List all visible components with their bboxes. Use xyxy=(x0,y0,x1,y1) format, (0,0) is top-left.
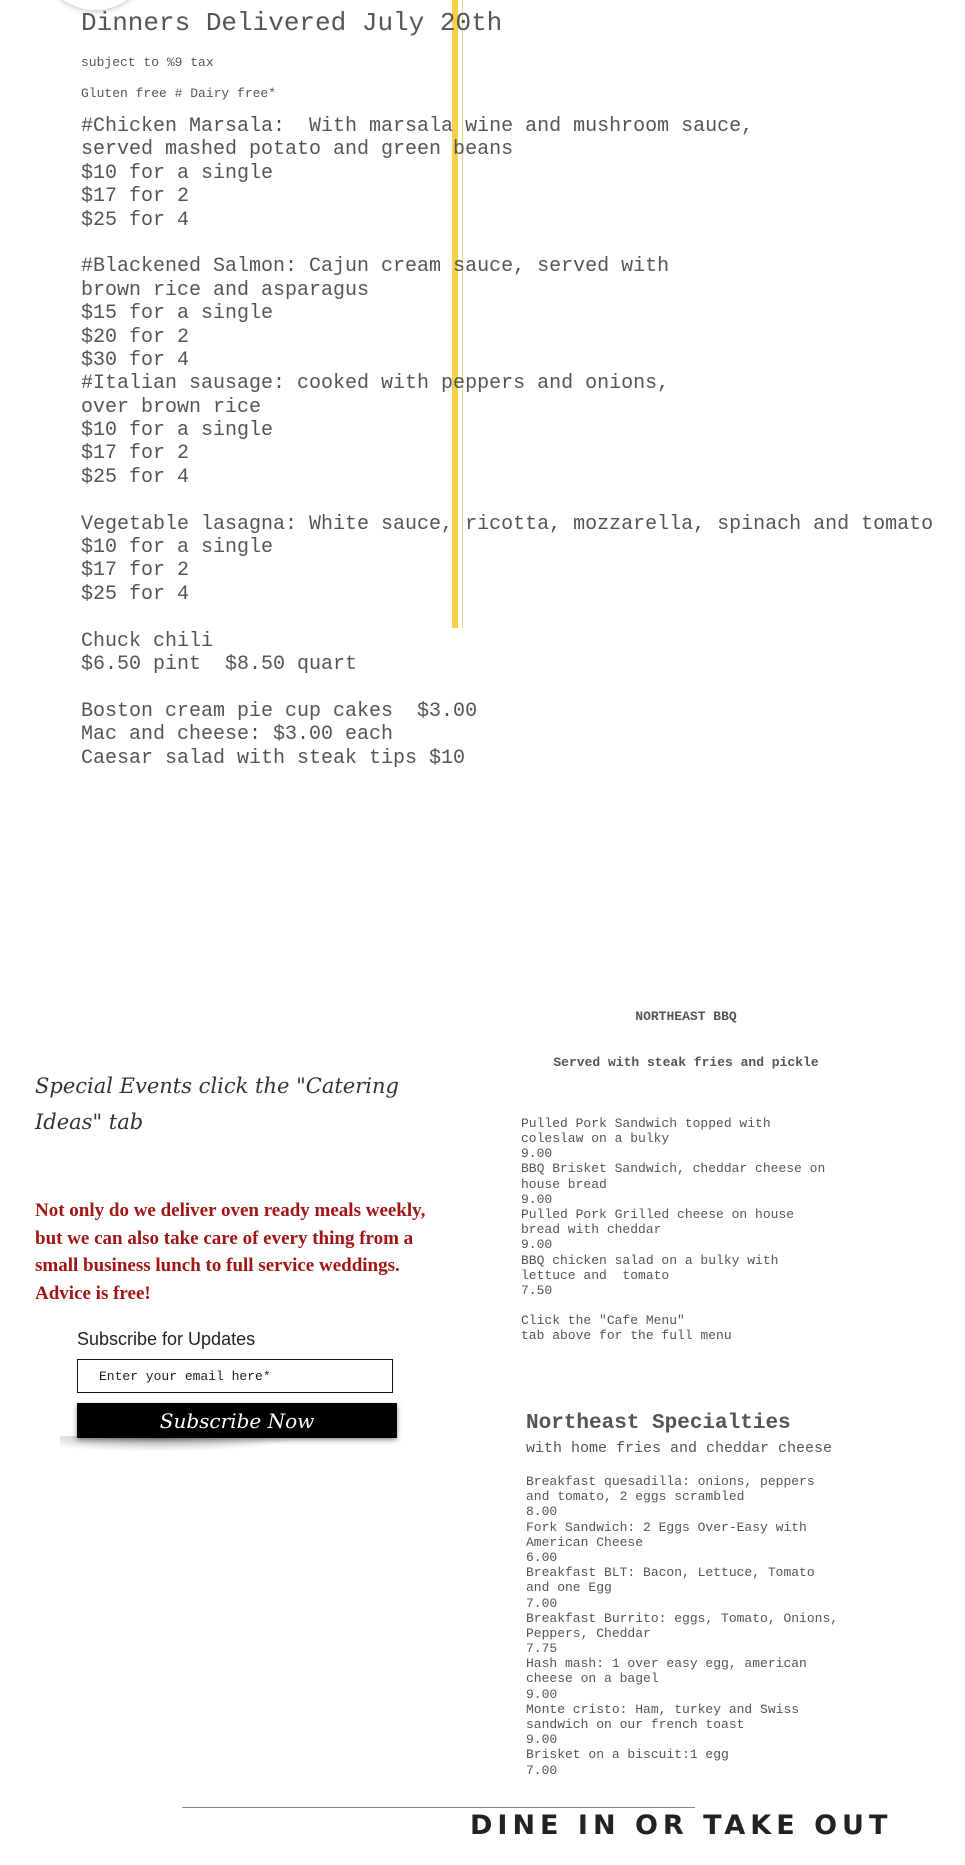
menu-line xyxy=(81,489,933,512)
list-item: Click the "Cafe Menu" xyxy=(521,1313,685,1329)
bbq-menu xyxy=(521,979,851,1359)
bbq-heading: NORTHEAST BBQ xyxy=(635,1009,737,1025)
menu-line: Caesar salad with steak tips $10 xyxy=(81,746,466,770)
list-item: 7.50 xyxy=(521,1282,553,1298)
list-item: Pulled Pork Sandwich topped with xyxy=(521,1115,771,1131)
specialties-subtitle: with home fries and cheddar cheese xyxy=(526,1440,833,1457)
list-item: BBQ chicken salad on a bulky with xyxy=(521,1252,779,1268)
list-item: Breakfast BLT: Bacon, Lettuce, Tomato xyxy=(526,1565,815,1581)
menu-line: $25 for 4 xyxy=(81,465,190,489)
list-item: Fork Sandwich: 2 Eggs Over-Easy with xyxy=(526,1519,807,1535)
menu-line: $25 for 4 xyxy=(81,582,190,606)
menu-line: $17 for 2 xyxy=(81,559,190,583)
menu-line: $15 for a single xyxy=(81,302,274,326)
list-item: Breakfast quesadilla: onions, peppers xyxy=(526,1474,815,1489)
list-item: 7.00 xyxy=(526,1762,558,1778)
list-item: Monte cristo: Ham, turkey and Swiss xyxy=(526,1701,800,1717)
footer-divider xyxy=(182,1807,695,1808)
list-item: cheese on a bagel xyxy=(526,1671,659,1687)
bbq-item-list xyxy=(521,1101,851,1344)
menu-line: Chuck chili xyxy=(81,629,214,653)
list-item: American Cheese xyxy=(526,1534,644,1550)
menu-line: $6.50 pint $8.50 quart xyxy=(81,652,358,676)
menu-line: Mac and cheese: $3.00 each xyxy=(81,723,394,747)
subscribe-title: Subscribe for Updates xyxy=(77,1329,256,1349)
list-item: tab above for the full menu xyxy=(521,1328,732,1344)
list-item: Peppers, Cheddar xyxy=(526,1625,651,1641)
list-item xyxy=(521,1298,851,1313)
menu-line: $17 for 2 xyxy=(81,442,190,466)
menu-line: $10 for a single xyxy=(81,419,274,443)
list-item: Breakfast Burrito: eggs, Tomato, Onions, xyxy=(526,1610,839,1626)
menu-line: #Blackened Salmon: Cajun cream sauce, served with xyxy=(81,255,670,279)
menu-line: $17 for 2 xyxy=(81,185,190,209)
list-item: and one Egg xyxy=(526,1580,612,1596)
list-item: 8.00 xyxy=(526,1504,558,1520)
list-item: house bread xyxy=(521,1176,607,1192)
special-events-note: Special Events click the "Catering Ideas" tab xyxy=(35,1074,399,1134)
specialties-title: Northeast Specialties xyxy=(526,1412,791,1435)
menu-line: brown rice and asparagus xyxy=(81,278,370,302)
menu-line: $10 for a single xyxy=(81,161,274,185)
list-item: Hash mash: 1 over easy egg, american xyxy=(526,1656,807,1672)
list-item: bread with cheddar xyxy=(521,1222,662,1238)
diet-legend: Gluten free # Dairy free* xyxy=(81,86,277,101)
email-field[interactable] xyxy=(77,1359,393,1393)
menu-line: #Italian sausage: cooked with peppers and onions, xyxy=(81,372,670,396)
dinner-menu xyxy=(81,115,933,770)
menu-line xyxy=(81,676,933,699)
specialties-list xyxy=(526,1474,866,1778)
menu-line: served mashed potato and green beans xyxy=(81,138,514,162)
dine-in-banner: DINE IN OR TAKE OUT xyxy=(470,1810,893,1841)
menu-line: over brown rice xyxy=(81,395,262,419)
list-item: 6.00 xyxy=(526,1549,558,1565)
menu-line xyxy=(81,232,933,255)
bbq-subheading: Served with steak fries and pickle xyxy=(553,1055,819,1071)
list-item xyxy=(521,1101,851,1116)
catering-advice: Not only do we deliver oven ready meals weekly, but we can also take care of every thing from a small business lunch to full service weddings. Advice is free! xyxy=(35,1200,426,1304)
list-item: BBQ Brisket Sandwich, cheddar cheese on xyxy=(521,1161,826,1177)
list-item: sandwich on our french toast xyxy=(526,1717,745,1732)
list-item: Brisket on a biscuit:1 egg xyxy=(526,1747,729,1763)
menu-line: $20 for 2 xyxy=(81,325,190,349)
list-item: 9.00 xyxy=(526,1686,558,1702)
list-item: 9.00 xyxy=(521,1146,553,1162)
menu-line: $10 for a single xyxy=(81,536,274,560)
tax-note: subject to %9 tax xyxy=(81,55,214,70)
menu-line: $30 for 4 xyxy=(81,348,190,372)
list-item: lettuce and tomato xyxy=(521,1267,670,1283)
list-item: 9.00 xyxy=(526,1732,558,1748)
list-item: and tomato, 2 eggs scrambled xyxy=(526,1489,745,1505)
list-item: 9.00 xyxy=(521,1237,553,1253)
button-shadow xyxy=(60,1436,300,1452)
subscribe-button[interactable]: Subscribe Now xyxy=(77,1403,397,1438)
page-title: Dinners Delivered July 20th xyxy=(81,8,503,38)
menu-line: $25 for 4 xyxy=(81,208,190,232)
list-item: coleslaw on a bulky xyxy=(521,1131,670,1146)
list-item: 9.00 xyxy=(521,1191,553,1207)
menu-line: #Chicken Marsala: With marsala wine and mushroom sauce, xyxy=(81,115,754,138)
menu-line: Vegetable lasagna: White sauce, ricotta, mozzarella, spinach and tomato xyxy=(81,512,934,536)
menu-line xyxy=(81,606,933,629)
list-item: 7.75 xyxy=(526,1641,558,1657)
list-item: 7.00 xyxy=(526,1595,558,1611)
list-item: Pulled Pork Grilled cheese on house xyxy=(521,1206,795,1222)
menu-line: Boston cream pie cup cakes $3.00 xyxy=(81,699,478,723)
